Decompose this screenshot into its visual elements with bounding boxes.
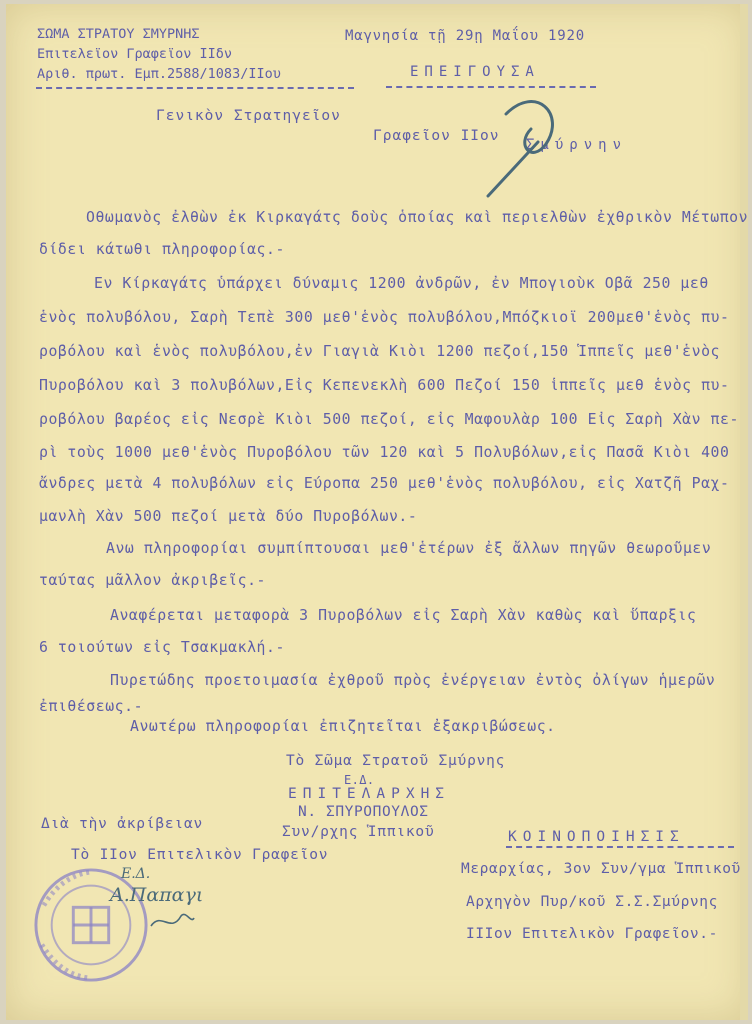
body-line-16: ἐπιθέσεως.-	[39, 698, 144, 715]
recipient-city: Σμύρνην	[526, 137, 628, 153]
page-edge	[740, 4, 748, 1020]
body-line-6: Πυροβόλου καὶ 3 πολυβόλων,Εἰς Κεπενεκλὴ 600 Πεζοί 150 ἱππεῖς μεθ ἑνὸς πυ-	[39, 377, 730, 394]
certification-line1: Διὰ τὴν ἀκρίβειαν	[41, 816, 204, 832]
flourish-stroke	[151, 914, 194, 926]
body-line-12: ταύτας μᾶλλον ἀκριβεῖς.-	[39, 572, 267, 589]
signature-rank: Συν/ρχης Ἱππικοῦ	[282, 824, 435, 840]
pencil-scrawl	[476, 84, 566, 204]
signature-name: Ν. ΣΠΥΡΟΠΟΥΛΟΣ	[298, 804, 429, 820]
place-date: Μαγνησία τῇ 29ῃ Μαΐου 1920	[345, 28, 585, 44]
handwritten-initials: Ε.Δ.	[121, 866, 151, 882]
signature-title: ΕΠΙΤΕΛΑΡΧΗΣ	[288, 786, 451, 802]
signature-ed: Ε.Δ.	[344, 773, 375, 787]
recipient-line1: Γενικὸν Στρατηγεῖον	[156, 108, 341, 124]
reference-number: Αριθ. πρωτ. Εμπ.2588/1083/IIου	[37, 66, 281, 82]
urgency-label: ΕΠΕΙΓΟΥΣΑ	[410, 64, 540, 80]
sender-unit: ΣΩΜΑ ΣΤΡΑΤΟΥ ΣΜΥΡΝΗΣ	[37, 26, 200, 42]
body-line-3: Εν Κίρκαγάτς ὑπάρχει δύναμις 1200 ἀνδρῶν, ἐν Μπογιοὺκ Οβᾶ 250 μεθ	[94, 275, 709, 292]
signature-flourish	[146, 906, 196, 936]
body-line-11: Ανω πληροφορίαι συμπίπτουσαι μεθ'ἑτέρων ἐξ ἄλλων πηγῶν θεωροῦμεν	[106, 540, 712, 557]
distribution-item-2: Αρχηγὸν Πυρ/κοῦ Σ.Σ.Σμύρνης	[466, 894, 718, 910]
body-line-10: μανλὴ Χὰν 500 πεζοί μετὰ δύο Πυροβόλων.-	[39, 508, 418, 525]
header-divider-left	[36, 87, 354, 89]
distribution-divider	[506, 846, 734, 848]
body-line-4: ἑνὸς πολυβόλου, Σαρὴ Τεπὲ 300 μεθ'ἑνὸς πολυβόλου,Μπόζκιοϊ 200μεθ'ἑνὸς πυ-	[39, 309, 730, 326]
distribution-item-3: IIIον Επιτελικὸν Γραφεῖον.-	[466, 926, 718, 942]
recipient-line2: Γραφεῖον IIον	[373, 128, 500, 144]
body-line-1: Οθωμανὸς ἐλθὼν ἐκ Κιρκαγάτς δοὺς ὁποίας καὶ περιελθὼν ἐχθρικὸν Μέτωπον	[86, 209, 748, 226]
pencil-stroke	[488, 102, 552, 196]
signature-unit: Τὸ Σῶμα Στρατοῦ Σμύρνης	[286, 753, 506, 769]
document-page	[6, 4, 748, 1020]
distribution-heading: ΚΟΙΝΟΠΟΙΗΣΙΣ	[508, 829, 685, 845]
body-line-5: ροβόλου καὶ ἑνὸς πολυβόλου,ἐν Γιαγιὰ Κιὸι 1200 πεζοί,150 Ἱππεῖς μεθ'ἑνὸς	[39, 343, 721, 360]
body-line-15: Πυρετώδης προετοιμασία ἐχθροῦ πρὸς ἐνέργειαν ἐντὸς ὀλίγων ἡμερῶν	[110, 672, 716, 689]
distribution-item-1: Μεραρχίας, 3ον Συν/γμα Ἱππικοῦ	[461, 861, 741, 877]
body-line-14: 6 τοιούτων εἰς Τσακμακλή.-	[39, 639, 285, 656]
body-line-8: ρὶ τοὺς 1000 μεθ'ἑνὸς Πυροβόλου τῶν 120 καὶ 5 Πολυβόλων,εἰς Πασᾶ Κιὸι 400	[39, 444, 730, 461]
body-line-7: ροβόλου βαρέος εἰς Νεσρὲ Κιὸι 500 πεζοί, εἰς Μαφουλὰρ 100 Εἰς Σαρὴ Χὰν πε-	[39, 411, 739, 428]
body-line-13: Αναφέρεται μεταφορὰ 3 Πυροβόλων εἰς Σαρὴ Χὰν καθὼς καὶ ὕπαρξις	[110, 607, 697, 624]
body-line-2: δίδει κάτωθι πληροφορίας.-	[39, 241, 285, 258]
handwritten-signature: Α.Παπαγι	[110, 884, 204, 906]
sender-office: Επιτελεϊον Γραφεϊον IIδν	[37, 46, 233, 62]
certification-line2: Τὸ IIον Επιτελικὸν Γραφεῖον	[71, 847, 329, 863]
body-line-17: Ανωτέρω πληροφορίαι ἐπιζητεῖται ἐξακριβώσεως.	[130, 718, 556, 735]
body-line-9: ἄνδρες μετὰ 4 πολυβόλων εἰς Εύροπα 250 μεθ'ἑνὸς πολυβόλου, εἰς Χατζῆ Ραχ-	[39, 475, 730, 492]
